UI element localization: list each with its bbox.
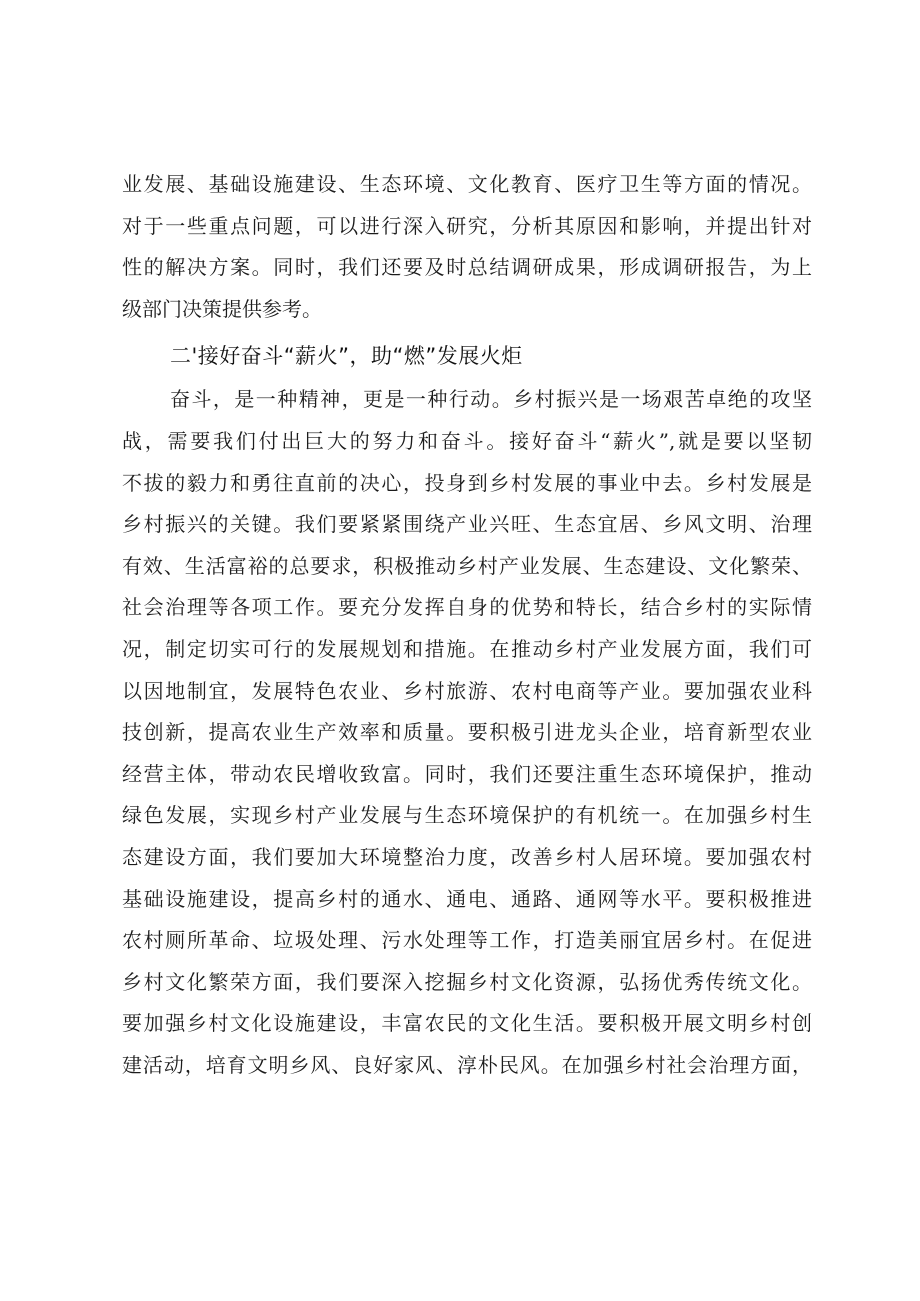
text-line: 乡村振兴的关键。我们要紧紧围绕产业兴旺、生态宜居、乡风文明、治理: [122, 512, 812, 537]
text-line: 以因地制宜，发展特色农业、乡村旅游、农村电商等产业。要加强农业科: [122, 678, 812, 703]
text-line: 业发展、基础设施建设、生态环境、文化教育、医疗卫生等方面的情况。: [122, 172, 812, 196]
section-heading: 二'接好奋斗“薪火”，助“燃”发展火炬: [170, 344, 523, 369]
paragraph-2: [122, 379, 812, 1086]
text-line: 奋斗，是一种精神，更是一种行动。乡村振兴是一场艰苦卓绝的攻坚: [170, 387, 812, 412]
text-line: 基础设施建设，提高乡村的通水、通电、通路、通网等水平。要积极推进: [122, 886, 812, 911]
text-line: 建活动，培育文明乡风、良好家风、淳朴民风。在加强乡村社会治理方面，: [122, 1052, 812, 1077]
text-line: 要加强乡村文化设施建设，丰富农民的文化生活。要积极开展文明乡村创: [122, 1011, 812, 1036]
paragraph-1: [122, 164, 812, 330]
text-line: 有效、生活富裕的总要求，积极推动乡村产业发展、生态建设、文化繁荣、: [122, 553, 812, 578]
text-line: 况，制定切实可行的发展规划和措施。在推动乡村产业发展方面，我们可: [122, 636, 812, 661]
text-line: 态建设方面，我们要加大环境整治力度，改善乡村人居环境。要加强农村: [122, 844, 812, 869]
text-line: 级部门决策提供参考。: [122, 296, 322, 321]
text-line: 社会治理等各项工作。要充分发挥自身的优势和特长，结合乡村的实际情: [122, 595, 812, 620]
text-line: 不拔的毅力和勇往直前的决心，投身到乡村发展的事业中去。乡村发展是: [122, 470, 812, 495]
text-line: 乡村文化繁荣方面，我们要深入挖掘乡村文化资源，弘扬优秀传统文化。: [122, 969, 812, 994]
text-line: 战，需要我们付出巨大的努力和奋斗。接好奋斗“薪火”,就是要以坚韧: [122, 428, 812, 453]
text-line: 性的解决方案。同时，我们还要及时总结调研成果，形成调研报告，为上: [122, 255, 812, 280]
text-line: 技创新，提高农业生产效率和质量。要积极引进龙头企业，培育新型农业: [122, 720, 812, 745]
text-line: 农村厕所革命、垃圾处理、污水处理等工作，打造美丽宜居乡村。在促进: [122, 928, 812, 953]
text-line: 绿色发展，实现乡村产业发展与生态环境保护的有机统一。在加强乡村生: [122, 803, 812, 828]
text-line: 对于一些重点问题，可以进行深入研究，分析其原因和影响，并提出针对: [122, 213, 812, 238]
text-line: 经营主体，带动农民增收致富。同时，我们还要注重生态环境保护，推动: [122, 761, 812, 786]
document-body: [122, 164, 812, 1086]
